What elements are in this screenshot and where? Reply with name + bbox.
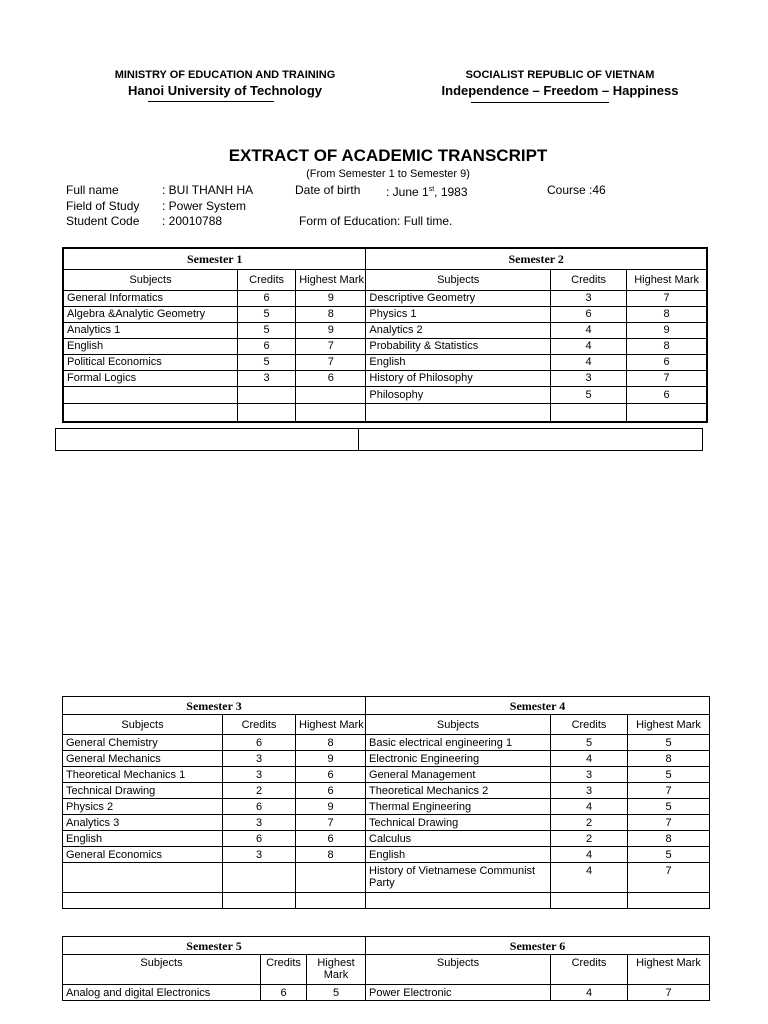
document-subtitle: (From Semester 1 to Semester 9) (306, 168, 470, 180)
col-subjects: Subjects (366, 955, 551, 985)
semester-6-title: Semester 6 (366, 937, 710, 955)
col-highest-mark: Highest Mark (307, 955, 366, 985)
field-of-study-value: : Power System (162, 199, 247, 213)
table-row: General Chemistry 6 8 Basic electrical engineering 1 5 5 (63, 735, 710, 751)
col-credits: Credits (238, 269, 296, 290)
republic-motto: Independence – Freedom – Happiness (441, 83, 679, 98)
col-credits: Credits (551, 955, 628, 985)
col-subjects: Subjects (63, 715, 223, 735)
field-of-study-label: Field of Study (66, 199, 140, 213)
dob-value: : June 1st, 1983 (386, 185, 468, 199)
semester-5-6-table (62, 936, 710, 1001)
table-row: Political Economics 5 7 English 4 6 (63, 354, 707, 370)
full-name-value: : BUI THANH HA (162, 183, 254, 197)
table-row: General Informatics 6 9 Descriptive Geometry 3 7 (63, 290, 707, 306)
table-row: Technical Drawing 2 6 Theoretical Mechanics 2 3 7 (63, 783, 710, 799)
table-row: Analytics 3 3 7 Technical Drawing 2 7 (63, 815, 710, 831)
col-subjects: Subjects (63, 269, 238, 290)
semester-1-title: Semester 1 (63, 248, 366, 269)
table-row (63, 403, 707, 422)
col-highest-mark: Highest Mark (627, 269, 707, 290)
col-credits: Credits (261, 955, 307, 985)
semester-1-2-table (62, 247, 708, 423)
col-subjects: Subjects (366, 715, 551, 735)
dob-label: Date of birth (295, 183, 361, 197)
semester-4-title: Semester 4 (366, 697, 710, 715)
col-credits: Credits (551, 715, 628, 735)
student-code-value: : 20010788 (162, 214, 223, 228)
col-highest-mark: Highest Mark (296, 715, 366, 735)
left-header-underline (148, 101, 274, 102)
university-name: Hanoi University of Technology (127, 83, 323, 98)
republic-name: SOCIALIST REPUBLIC OF VIETNAM (465, 69, 655, 81)
full-name-label: Full name (66, 183, 119, 197)
table-row: Formal Logics 3 6 History of Philosophy 3 7 (63, 370, 707, 386)
col-subjects: Subjects (63, 955, 261, 985)
ministry-name: MINISTRY OF EDUCATION AND TRAINING (114, 69, 336, 81)
semester-3-4-table (62, 696, 710, 909)
col-highest-mark: Highest Mark (628, 955, 710, 985)
table-row: Analytics 1 5 9 Analytics 2 4 9 (63, 322, 707, 338)
document-title: EXTRACT OF ACADEMIC TRANSCRIPT (228, 146, 548, 165)
table-row: General Mechanics 3 9 Electronic Engineering 4 8 (63, 751, 710, 767)
semester-3-title: Semester 3 (63, 697, 366, 715)
table-row: General Economics 3 8 English 4 5 (63, 847, 710, 863)
table-row: Algebra &Analytic Geometry 5 8 Physics 1 6 8 (63, 306, 707, 322)
table-row: English 6 7 Probability & Statistics 4 8 (63, 338, 707, 354)
table-row: Physics 2 6 9 Thermal Engineering 4 5 (63, 799, 710, 815)
col-highest-mark: Highest Mark (628, 715, 710, 735)
student-code-label: Student Code (66, 214, 140, 228)
col-highest-mark: Highest Mark (296, 269, 366, 290)
republic-header (410, 68, 710, 99)
summary-divider (358, 429, 359, 450)
semester-2-title: Semester 2 (366, 248, 707, 269)
right-header-underline (471, 102, 609, 103)
table-row (63, 893, 710, 909)
table-row: Analog and digital Electronics 6 5 Power Electronic 4 7 (63, 985, 710, 1001)
empty-summary-row (55, 428, 703, 451)
col-subjects: Subjects (366, 269, 551, 290)
ministry-header (80, 68, 370, 99)
table-row: English 6 6 Calculus 2 8 (63, 831, 710, 847)
col-credits: Credits (223, 715, 296, 735)
col-credits: Credits (550, 269, 626, 290)
table-row: History of Vietnamese Communist Party 4 7 (63, 863, 710, 893)
table-row: Philosophy 5 6 (63, 386, 707, 403)
form-of-education: Form of Education: Full time. (299, 214, 453, 228)
table-row: Theoretical Mechanics 1 3 6 General Management 3 5 (63, 767, 710, 783)
semester-5-title: Semester 5 (63, 937, 366, 955)
course-value: Course :46 (547, 183, 606, 197)
